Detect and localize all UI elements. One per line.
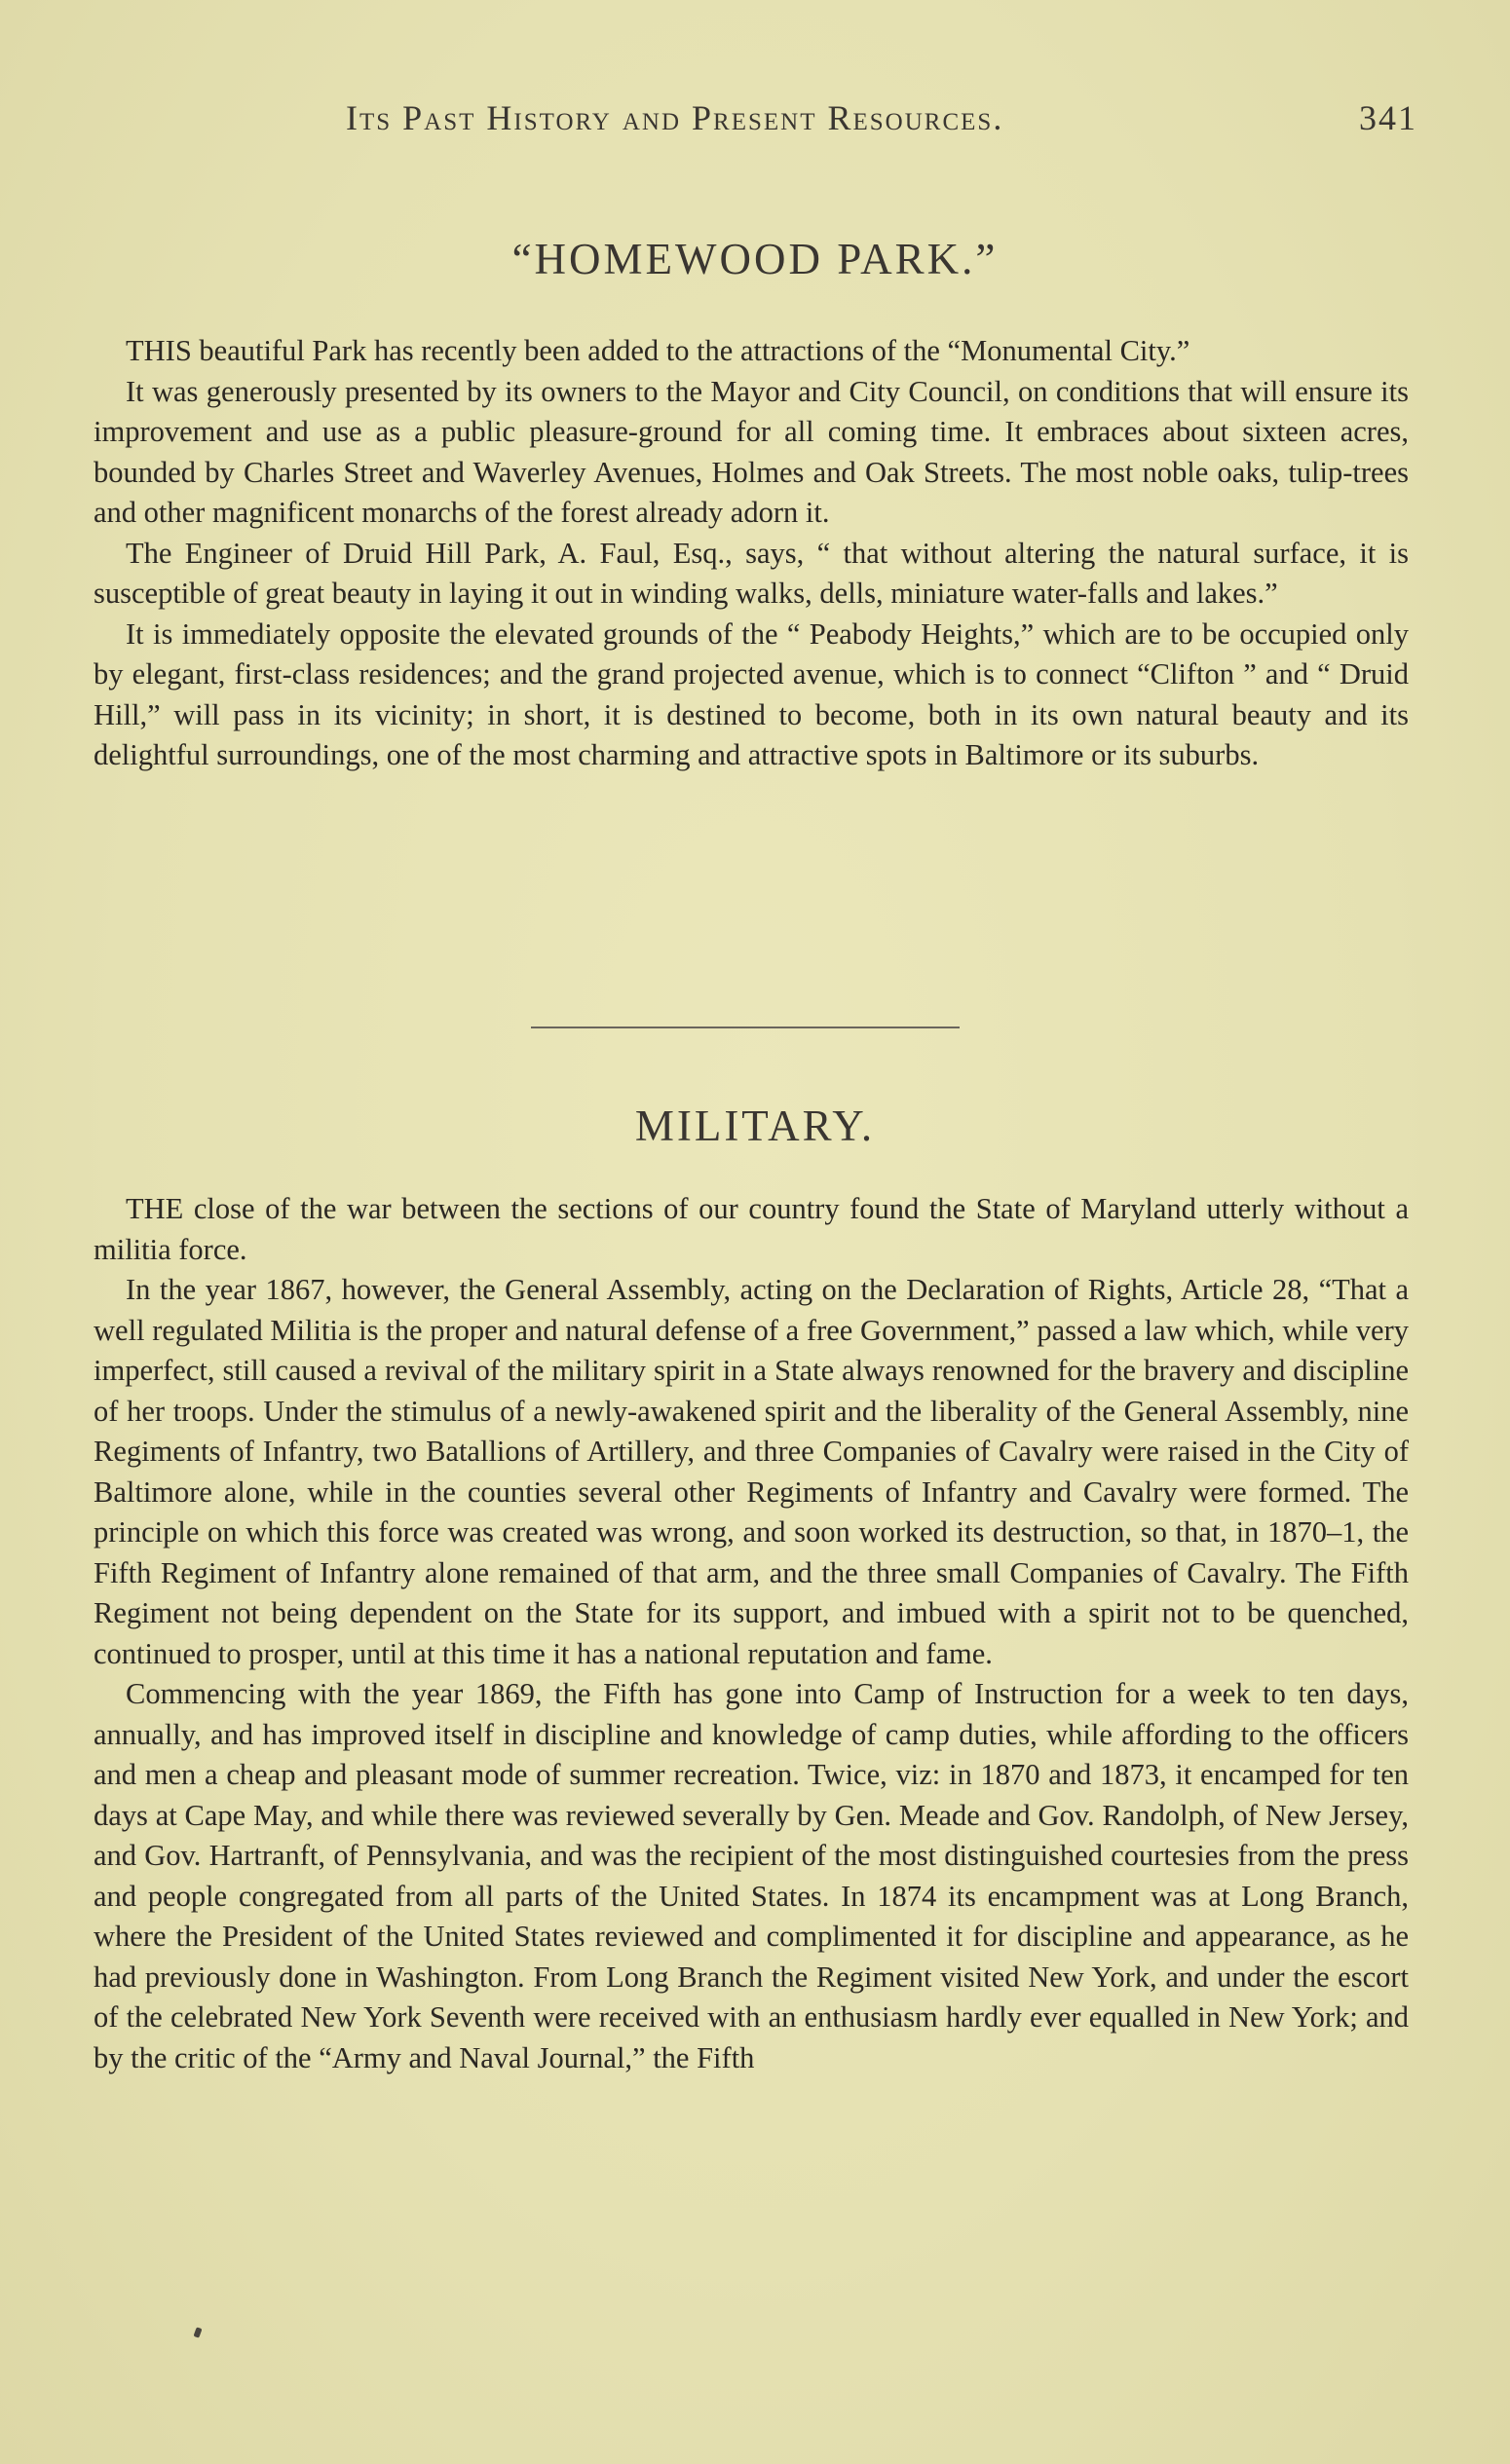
homewood-paragraph-2: It was generously presented by its owners to the Mayor and City Council, on conditions that will ensure its improvement and use as a public pleasure-ground for all coming time. It embraces about sixteen acres, bounded by Charles Street and Waverley Avenues, Holmes and Oak Streets. The most noble oaks, tulip-trees and other magnificent monarchs of the forest already adorn it. xyxy=(94,374,1409,529)
running-head-title: Its Past History and Present Resources. xyxy=(346,98,1004,137)
section-divider xyxy=(531,1027,960,1028)
homewood-paragraph-4: It is immediately opposite the elevated grounds of the “ Peabody Heights,” which are to be occupied only by elegant, first-class residences; and the grand projected avenue, which is to connect “Clifton ” and “ Druid Hill,” will pass in its vicinity; in short, it is destined to become, both in its own natural beauty and its delightful surroundings, one of the most charming and attractive spots in Baltimore or its suburbs. xyxy=(94,616,1409,771)
homewood-park-section xyxy=(94,331,1409,776)
homewood-park-heading: “HOMEWOOD PARK.” xyxy=(511,235,999,283)
military-paragraph-3: Commencing with the year 1869, the Fifth has gone into Camp of Instruction for a week to ten days, annually, and has improved itself in discipline and knowledge of camp duties, while affording to the officers and men a cheap and pleasant mode of summer recreation. Twice, viz: in 1870 and 1873, it encamped for ten days at Cape May, and while there was reviewed severally by Gen. Meade and Gov. Randolph, of New Jersey, and Gov. Hartranft, of Pennsylvania, and was the recipient of the most distinguished courtesies from the press and people congregated from all parts of the United States. In 1874 its encampment was at Long Branch, where the President of the United States reviewed and complimented it for discipline and appearance, as he had previously done in Washington. From Long Branch the Regiment visited New York, and under the escort of the celebrated New York Seventh were received with an enthusiasm hardly ever equalled in New York; and by the critic of the “Army and Naval Journal,” the Fifth xyxy=(94,1677,1409,2074)
page-number: 341 xyxy=(1359,98,1417,137)
military-paragraph-1: THE close of the war between the sections of our country found the State of Maryland utterly without a militia force. xyxy=(94,1192,1409,1266)
homewood-paragraph-3: The Engineer of Druid Hill Park, A. Faul, Esq., says, “ that without altering the natural surface, it is susceptible of great beauty in laying it out in winding walks, dells, miniature water-falls and lakes.” xyxy=(94,536,1409,610)
military-paragraph-2: In the year 1867, however, the General Assembly, acting on the Declaration of Rights, Article 28, “That a well regulated Militia is the proper and natural defense of a free Government,” passed a law which, while very imperfect, still caused a revival of the military spirit in a State always renowned for the bravery and discipline of her troops. Under the stimulus of a newly-awakened spirit and the liberality of the General Assembly, nine Regiments of Infantry, two Batallions of Artillery, and three Companies of Cavalry were raised in the City of Baltimore alone, while in the counties several other Regiments of Infantry and Cavalry were formed. The principle on which this force was created was wrong, and soon worked its destruction, so that, in 1870–1, the Fifth Regiment of Infantry alone remained of that arm, and the three small Companies of Cavalry. The Fifth Regiment not being dependent on the State for its support, and imbued with a spirit not to be quenched, continued to prosper, until at this time it has a national reputation and fame. xyxy=(94,1273,1409,1670)
military-section xyxy=(94,1189,1409,2078)
homewood-paragraph-1: THIS beautiful Park has recently been added to the attractions of the “Monumental City.” xyxy=(126,334,1190,367)
running-head xyxy=(346,97,1417,146)
ink-speck xyxy=(193,2327,202,2337)
military-heading: MILITARY. xyxy=(634,1101,876,1150)
